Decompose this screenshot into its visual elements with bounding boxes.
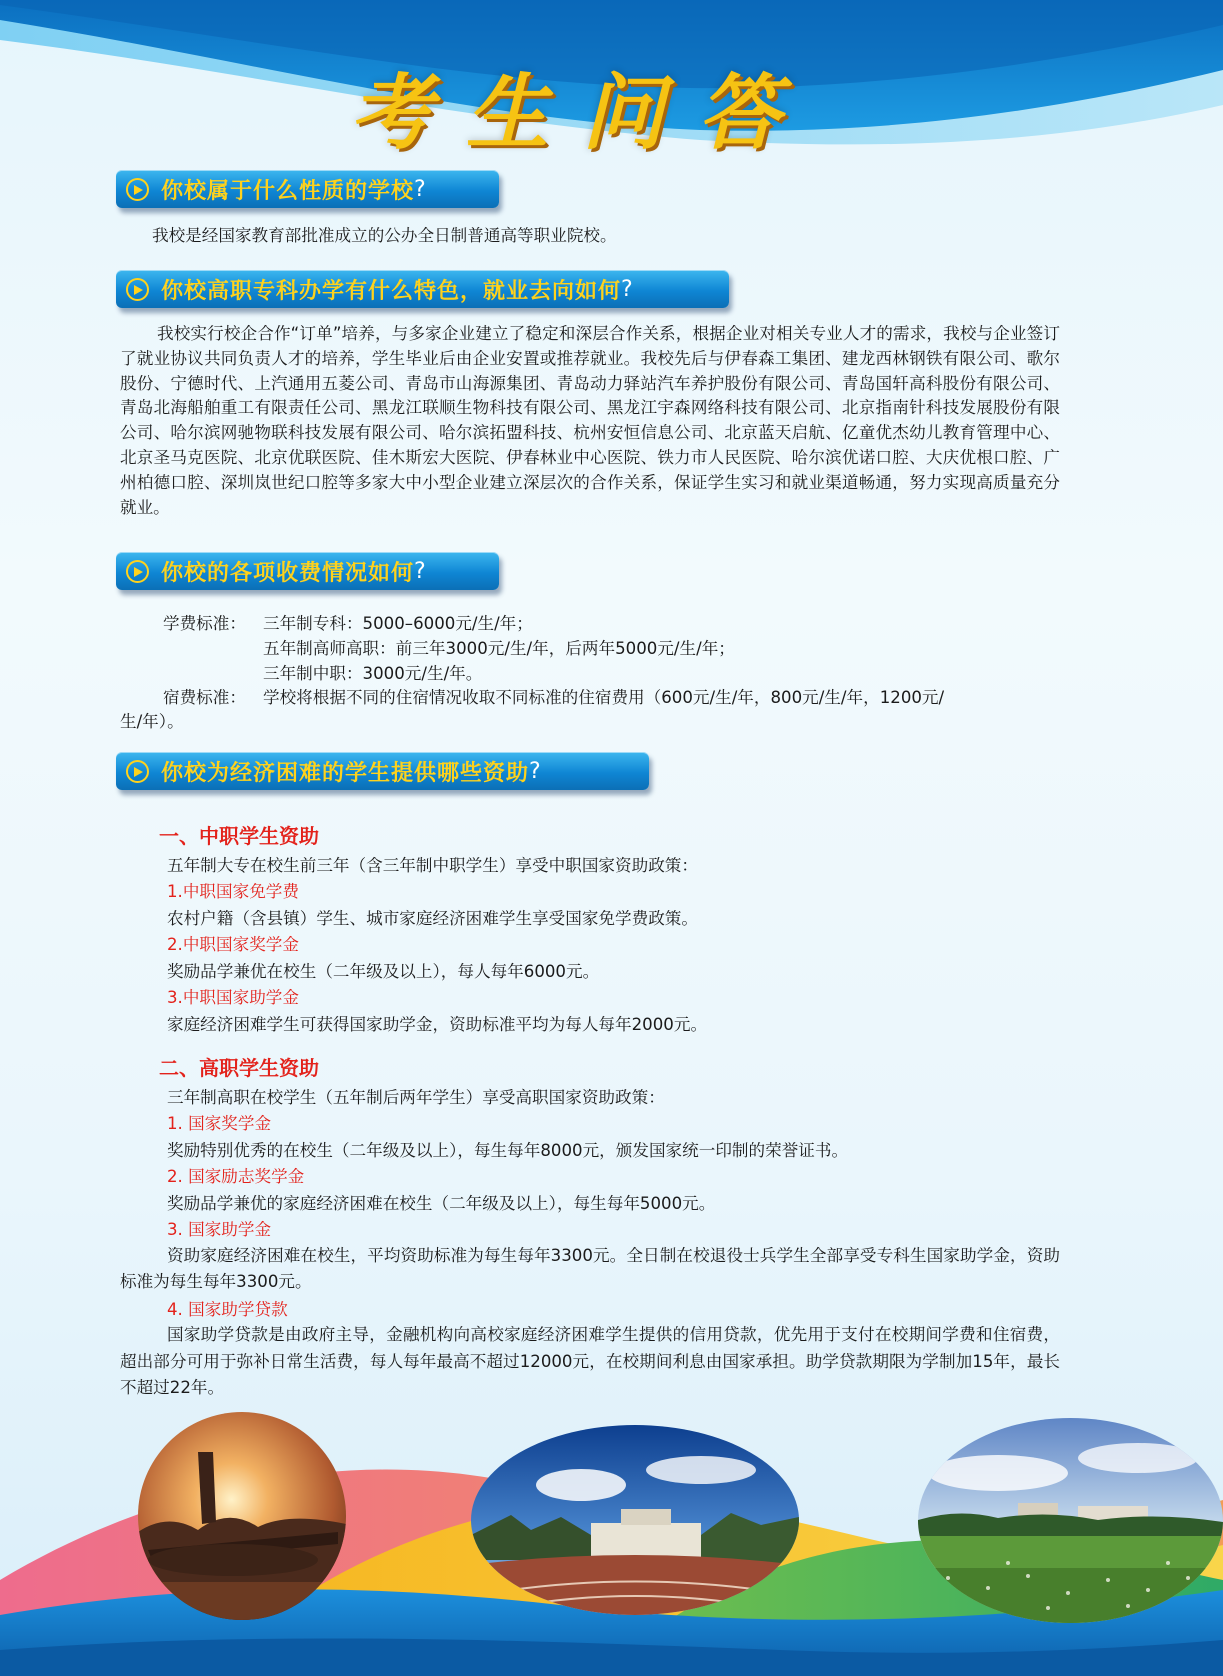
question-text: 你校为经济困难的学生提供哪些资助 <box>161 760 530 786</box>
higher-aid-intro: 三年制高职在校学生（五年制后两年学生）享受高职国家资助政策： <box>167 1088 665 1107</box>
question-header-fees <box>116 552 499 590</box>
section-heading-secondary-aid: 一、中职学生资助 <box>159 824 319 848</box>
tuition-line-2: 五年制高师高职：前三年3000元/生/年，后两年5000元/生/年； <box>263 639 735 658</box>
secondary-item-2-text: 奖励品学兼优在校生（二年级及以上），每人每年6000元。 <box>167 962 600 981</box>
question-text: 你校属于什么性质的学校 <box>161 178 415 204</box>
question-header-features-employment <box>116 270 729 308</box>
higher-item-2-text: 奖励品学兼优的家庭经济困难在校生（二年级及以上），每生每年5000元。 <box>167 1194 716 1213</box>
tuition-line-3: 三年制中职：3000元/生/年。 <box>263 664 483 683</box>
higher-item-4-text: 国家助学贷款是由政府主导，金融机构向高校家庭经济困难学生提供的信用贷款，优先用于支付在校期间学费和住宿费，超出部分可用于弥补日常生活费，每人每年最高不超过12000元，在校期间利息由国家承担。助学贷款期限为学制加15年，最长不超过22年。 <box>120 1325 1060 1397</box>
question-mark: ? <box>414 558 426 584</box>
secondary-item-1-title: 1.中职国家免学费 <box>167 882 299 901</box>
question-header-financial-aid <box>116 752 649 790</box>
secondary-item-2-title: 2.中职国家奖学金 <box>167 935 299 954</box>
secondary-aid-intro: 五年制大专在校生前三年（含三年制中职学生）享受中职国家资助政策： <box>167 856 698 875</box>
question-text: 你校高职专科办学有什么特色，就业去向如何 <box>161 278 622 304</box>
question-mark: ? <box>414 176 426 202</box>
higher-item-1-title: 1. 国家奖学金 <box>167 1114 272 1133</box>
photo-aircraft-sunset <box>138 1412 346 1620</box>
answer-school-nature: 我校是经国家教育部批准成立的公办全日制普通高等职业院校。 <box>152 226 617 245</box>
answer-features-employment: 我校实行校企合作“订单”培养，与多家企业建立了稳定和深层合作关系，根据企业对相关专业人才的需求，我校与企业签订了就业协议共同负责人才的培养，学生毕业后由企业安置或推荐就业。我校先后与伊春森工集团、建龙西林钢铁有限公司、歌尔股份、宁德时代、上汽通用五菱公司、青岛市山海源集团、青岛动力驿站汽车养护股份有限公司、青岛国轩高科股份有限公司、青岛北海船舶重工有限责任公司、黑龙江联顺生物科技有限公司、黑龙江宇森网络科技有限公司、北京指南针科技发展股份有限公司、哈尔滨网驰物联科技发展有限公司、哈尔滨拓盟科技、杭州安恒信息公司、北京蓝天启航、亿童优杰幼儿教育管理中心、北京圣马克医院、北京优联医院、佳木斯宏大医院、伊春林业中心医院、铁力市人民医院、哈尔滨优诺口腔、大庆优根口腔、广州柏德口腔、深圳岚世纪口腔等多家大中小型企业建立深层次的合作关系，保证学生实习和就业渠道畅通，努力实现高质量充分就业。 <box>120 324 1060 517</box>
higher-item-3-title: 3. 国家助学金 <box>167 1220 272 1239</box>
higher-item-2-title: 2. 国家励志奖学金 <box>167 1167 305 1186</box>
tuition-label: 学费标准： <box>163 614 246 633</box>
photo-campus-meadow <box>918 1418 1223 1623</box>
secondary-item-3-text: 家庭经济困难学生可获得国家助学金，资助标准平均为每人每年2000元。 <box>167 1015 708 1034</box>
secondary-item-1-text: 农村户籍（含县镇）学生、城市家庭经济困难学生享受国家免学费政策。 <box>167 909 698 928</box>
higher-item-4-title: 4. 国家助学贷款 <box>167 1300 288 1319</box>
photo-campus-sports-field <box>471 1425 799 1615</box>
page-title: 考生问答 <box>350 65 814 161</box>
section-heading-higher-aid: 二、高职学生资助 <box>159 1056 319 1080</box>
arrow-circle-icon <box>126 278 149 301</box>
dorm-line-2: 生/年）。 <box>120 712 184 731</box>
arrow-circle-icon <box>126 560 149 583</box>
arrow-circle-icon <box>126 178 149 201</box>
question-mark: ? <box>621 276 633 302</box>
question-header-school-nature <box>116 170 499 208</box>
arrow-circle-icon <box>126 760 149 783</box>
tuition-line-1: 三年制专科：5000–6000元/生/年； <box>263 614 533 633</box>
question-mark: ? <box>529 758 541 784</box>
question-text: 你校的各项收费情况如何 <box>161 560 415 586</box>
secondary-item-3-title: 3.中职国家助学金 <box>167 988 299 1007</box>
dorm-label: 宿费标准： <box>163 688 246 707</box>
dorm-line-1: 学校将根据不同的住宿情况收取不同标准的住宿费用（600元/生/年，800元/生/年，1200元/ <box>263 688 945 707</box>
higher-item-1-text: 奖励特别优秀的在校生（二年级及以上），每生每年8000元，颁发国家统一印制的荣誉证书。 <box>167 1141 849 1160</box>
higher-item-3-text: 资助家庭经济困难在校生，平均资助标准为每生每年3300元。全日制在校退役士兵学生全部享受专科生国家助学金，资助标准为每生每年3300元。 <box>120 1246 1060 1291</box>
